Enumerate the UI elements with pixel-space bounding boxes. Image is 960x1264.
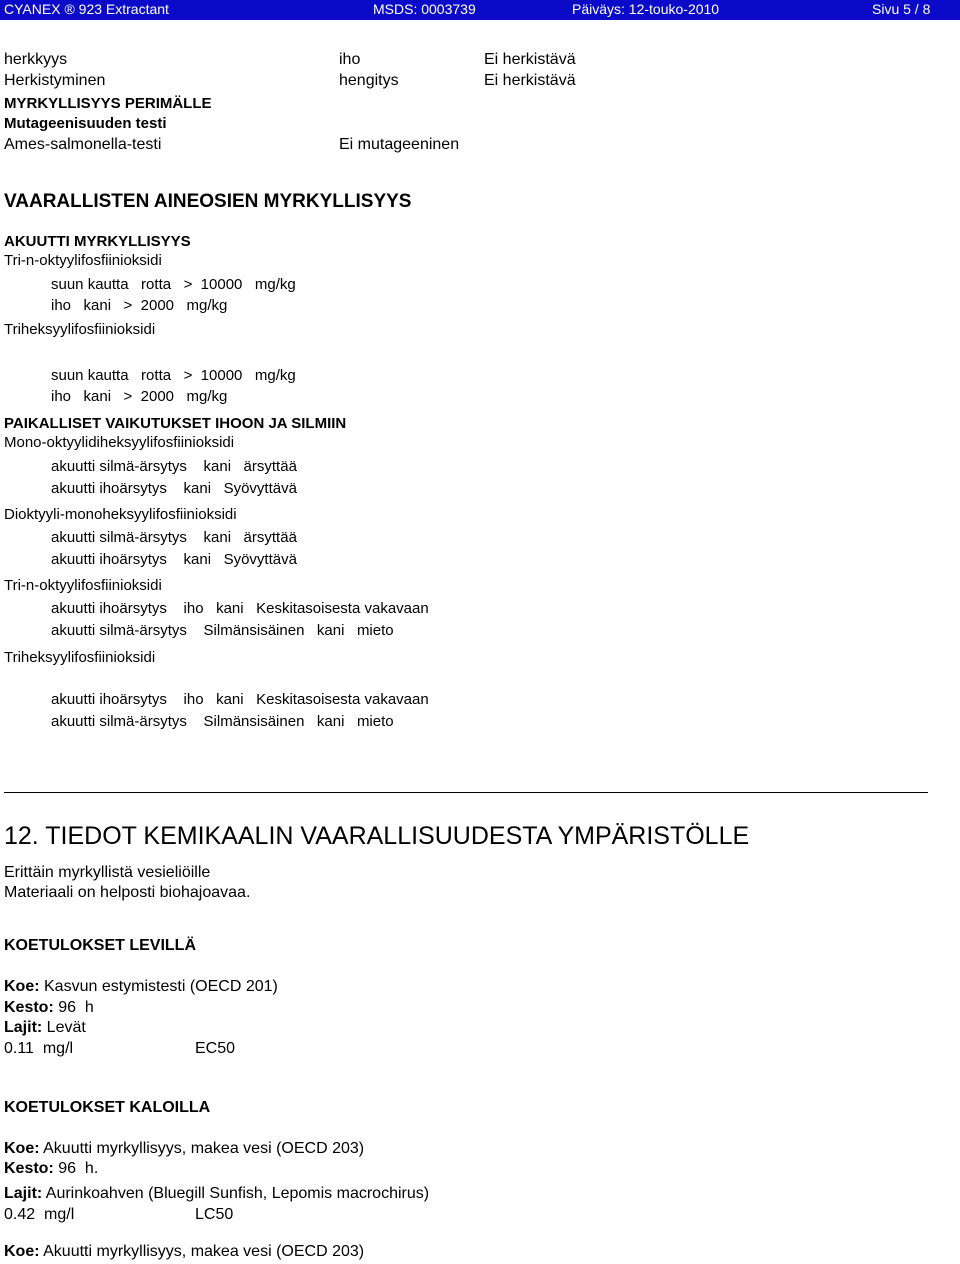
algae-duration: Kesto: 96 h	[4, 999, 94, 1016]
acute-row: iho kani > 2000 mg/kg	[51, 388, 228, 405]
algae-endpoint: EC50	[195, 1040, 236, 1057]
local-row: akuutti ihoärsytys iho kani Keskitasoisesta vakavaan	[51, 691, 429, 708]
fish-endpoint: LC50	[195, 1206, 234, 1223]
mutagen-heading: MYRKYLLISYYS PERIMÄLLE	[4, 95, 212, 112]
top-row-result: Ei herkistävä	[484, 72, 576, 89]
top-row-route: iho	[339, 51, 361, 68]
substance-name: Mono-oktyylidiheksyylifosfiinioksidi	[4, 434, 235, 451]
substance-name: Dioktyyli-monoheksyylifosfiinioksidi	[4, 506, 237, 523]
section-divider	[4, 792, 928, 793]
acute-row: suun kautta rotta > 10000 mg/kg	[51, 276, 296, 293]
fish-duration: Kesto: 96 h.	[4, 1160, 99, 1177]
algae-test: Koe: Kasvun estymistesti (OECD 201)	[4, 978, 278, 995]
local-row: akuutti silmä-ärsytys Silmänsisäinen kani mieto	[51, 622, 394, 639]
acute-row: iho kani > 2000 mg/kg	[51, 297, 228, 314]
substance-name: Triheksyylifosfiinioksidi	[4, 649, 156, 666]
local-row: akuutti ihoärsytys kani Syövyttävä	[51, 551, 297, 568]
local-row: akuutti ihoärsytys iho kani Keskitasoisesta vakavaan	[51, 600, 429, 617]
registered-mark: ®	[64, 1, 75, 17]
fish-test-2: Koe: Akuutti myrkyllisyys, makea vesi (OECD 203)	[4, 1243, 365, 1260]
header-msds: MSDS: 0003739	[373, 1, 476, 17]
local-row: akuutti silmä-ärsytys kani ärsyttää	[51, 458, 297, 475]
header-date: Päiväys: 12-touko-2010	[572, 1, 720, 17]
header-product: CYANEX ® 923 Extractant	[4, 1, 169, 17]
section-12-title: 12. TIEDOT KEMIKAALIN VAARALLISUUDESTA YMPÄRISTÖLLE	[4, 822, 750, 850]
substance-name: Tri-n-oktyylifosfiinioksidi	[4, 252, 162, 269]
acute-row: suun kautta rotta > 10000 mg/kg	[51, 367, 296, 384]
algae-value: 0.11 mg/l	[4, 1040, 74, 1057]
env-statement: Erittäin myrkyllistä vesieliöille	[4, 864, 211, 881]
top-row-result: Ei herkistävä	[484, 51, 576, 68]
substance-name: Tri-n-oktyylifosfiinioksidi	[4, 577, 162, 594]
mutagen-test-result: Ei mutageeninen	[339, 136, 460, 153]
local-effects-heading: PAIKALLISET VAIKUTUKSET IHOON JA SILMIIN	[4, 415, 347, 432]
algae-heading: KOETULOKSET LEVILLÄ	[4, 937, 196, 954]
local-row: akuutti silmä-ärsytys Silmänsisäinen kani mieto	[51, 713, 394, 730]
local-row: akuutti ihoärsytys kani Syövyttävä	[51, 480, 297, 497]
hazardous-title: VAARALLISTEN AINEOSIEN MYRKYLLISYYS	[4, 191, 412, 212]
fish-value: 0.42 mg/l	[4, 1206, 75, 1223]
mutagen-test-name: Ames-salmonella-testi	[4, 136, 162, 153]
algae-species: Lajit: Levät	[4, 1019, 86, 1036]
env-statement: Materiaali on helposti biohajoavaa.	[4, 884, 251, 901]
fish-test: Koe: Akuutti myrkyllisyys, makea vesi (OECD 203)	[4, 1140, 365, 1157]
top-row-label: herkkyys	[4, 51, 68, 68]
acute-heading: AKUUTTI MYRKYLLISYYS	[4, 233, 191, 250]
header-page: Sivu 5 / 8	[872, 1, 931, 17]
fish-heading: KOETULOKSET KALOILLA	[4, 1099, 211, 1116]
local-row: akuutti silmä-ärsytys kani ärsyttää	[51, 529, 297, 546]
mutagen-test-heading: Mutageenisuuden testi	[4, 115, 167, 132]
top-row-route: hengitys	[339, 72, 399, 89]
substance-name: Triheksyylifosfiinioksidi	[4, 321, 156, 338]
top-row-label: Herkistyminen	[4, 72, 106, 89]
page-header	[0, 0, 960, 20]
fish-species: Lajit: Aurinkoahven (Bluegill Sunfish, Lepomis macrochirus)	[4, 1185, 430, 1202]
